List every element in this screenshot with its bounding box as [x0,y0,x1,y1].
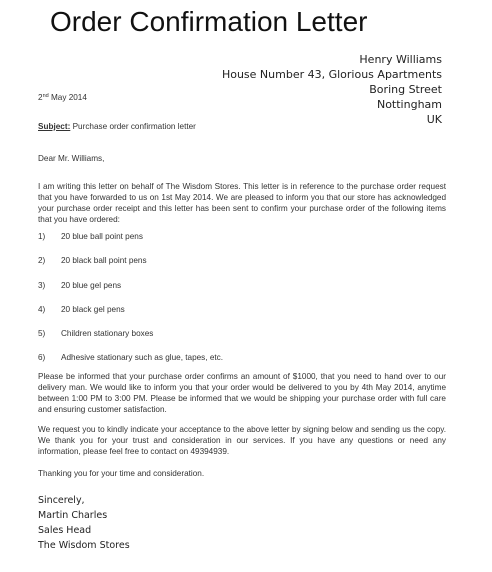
subject-text: Purchase order confirmation letter [70,122,196,131]
list-item [38,281,398,305]
document-title: Order Confirmation Letter [50,6,368,37]
payment-paragraph: Please be informed that your purchase order confirms an amount of $1000, that you need to hand over to our delivery man. We would like to inform you that your order would be delivered to you by 4th May 2014, anytime between 1:00 PM to 3:00 PM. Please be informed that we would be shipping your purchase order with full care and ensuring customer satisfaction. [38,372,446,414]
signoff-line: Sincerely, [38,495,85,506]
list-item [38,305,398,329]
address-line: Nottingham [376,98,442,111]
salutation: Dear Mr. Williams, [38,154,105,163]
item-text: 20 black ball point pens [61,256,147,266]
signoff-line: The Wisdom Stores [38,540,130,551]
list-item [38,232,398,256]
letter-date [38,93,87,102]
item-text: 20 blue ball point pens [61,232,143,241]
intro-paragraph: I am writing this letter on behalf of The Wisdom Stores. This letter is in reference to the purchase order request that you have forwarded to us on 1st May 2014. We are pleased to inform you that our store has acknowledged your purchase order receipt and this letter has been sent to confirm your purchase order of the following items that you have ordered: [38,182,446,224]
item-text: 20 black gel pens [61,304,125,314]
date-rest: May 2014 [48,93,87,102]
list-item [38,329,398,353]
item-number: 4) [38,304,46,314]
address-line: Henry Williams [359,53,442,66]
date-suffix: nd [42,93,49,99]
item-text: Adhesive stationary such as glue, tapes, etc. [61,353,224,363]
item-number: 3) [38,280,46,290]
item-number: 2) [38,256,46,266]
signoff-line: Martin Charles [38,510,108,521]
signoff-block [38,493,130,553]
date-day: 2 [38,93,43,102]
item-number: 1) [38,232,46,241]
subject-line [38,122,196,131]
request-paragraph: We request you to kindly indicate your acceptance to the above letter by signing below and sending us the copy. We thank you for your trust and consideration in our services. If you have any questions or need any information, please feel free to contact on 49394939. [38,425,446,456]
item-number: 5) [38,329,46,339]
thanks-line: Thanking you for your time and consideration. [38,469,205,478]
recipient-address [222,52,442,127]
item-number: 6) [38,353,46,363]
address-line: Boring Street [369,83,442,96]
address-line: UK [426,113,442,126]
signoff-line: Sales Head [38,525,92,536]
list-item [38,256,398,280]
address-line: House Number 43, Glorious Apartments [221,68,442,81]
order-items-list [38,232,398,378]
item-text: 20 blue gel pens [61,280,122,290]
subject-label: Subject: [38,122,71,131]
item-text: Children stationary boxes [61,329,154,339]
